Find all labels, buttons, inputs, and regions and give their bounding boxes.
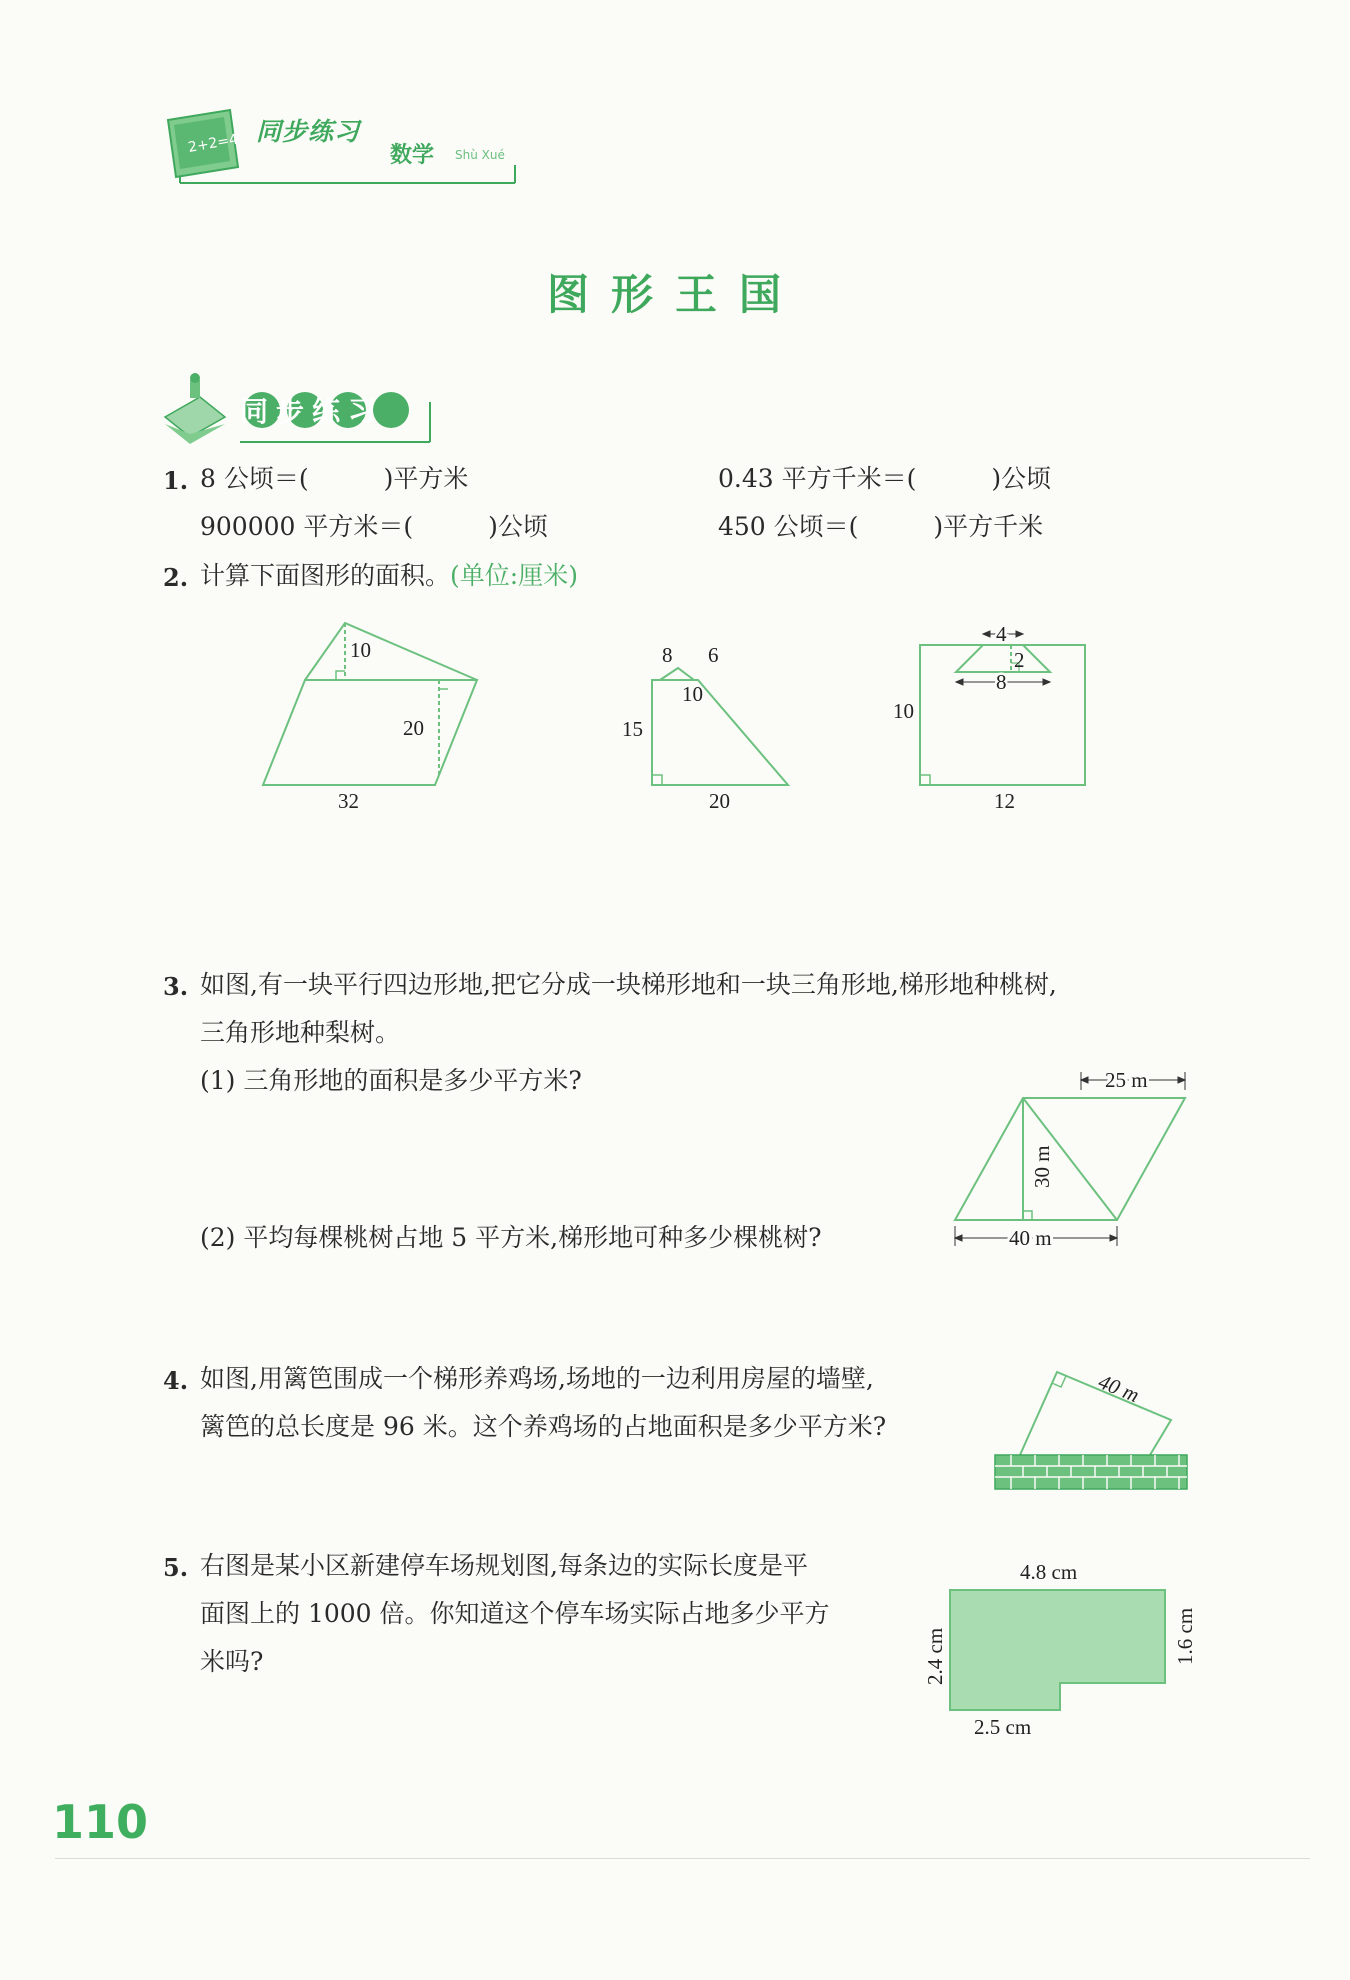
section-title: 同步练习 [240, 395, 385, 428]
q1-item-a: 8 公顷＝( )平方米 [200, 464, 469, 493]
q3-sub2: (2) 平均每棵桃树占地 5 平方米,梯形地可种多少棵桃树? [200, 1223, 822, 1252]
fig1-height-top: 10 [350, 638, 371, 662]
fig2-left: 8 [662, 643, 673, 667]
q2-figure-trapezoid-triangle [620, 635, 800, 815]
fig2-right: 6 [708, 643, 719, 667]
q3-sub1: (1) 三角形地的面积是多少平方米? [200, 1066, 582, 1095]
house-wall [995, 1455, 1187, 1489]
q2-number: 2. [163, 563, 189, 592]
q3-line1: 如图,有一块平行四边形地,把它分成一块梯形地和一块三角形地,梯形地种桃树, [200, 970, 1057, 999]
q5-line2: 面图上的 1000 倍。你知道这个停车场实际占地多少平方 [200, 1599, 830, 1628]
q2-figure-rectangle-trapezoid [880, 615, 1100, 815]
logo-text: 2+2=4 [186, 131, 240, 156]
q5-fig-right: 1.6 cm [1173, 1607, 1197, 1665]
q5-figure-parking-lot [910, 1555, 1200, 1745]
fig3-top: 4 [996, 622, 1007, 646]
fig3-base: 12 [994, 789, 1015, 813]
q1-number: 1. [163, 466, 189, 495]
fig2-base: 20 [709, 789, 730, 813]
q3-figure-parallelogram [945, 1060, 1195, 1255]
q1-item-c: 900000 平方米＝( )公顷 [200, 512, 548, 541]
q5-fig-left: 2.4 cm [923, 1627, 947, 1685]
header-pinyin: Shù Xué [455, 148, 505, 162]
q2-unit-note: (单位:厘米) [450, 561, 578, 590]
q5-line1: 右图是某小区新建停车场规划图,每条边的实际长度是平 [200, 1551, 808, 1580]
fig1-base: 32 [338, 789, 359, 813]
q2-text-main: 计算下面图形的面积。 [200, 561, 451, 590]
q4-figure-chicken-yard [985, 1355, 1195, 1495]
q3-fig-top: 25 m [1105, 1068, 1148, 1092]
fig2-top-width: 10 [682, 682, 703, 706]
header-subject: 数学 [390, 143, 435, 168]
page-number: 110 [52, 1795, 149, 1849]
q4-line1: 如图,用篱笆围成一个梯形养鸡场,场地的一边利用房屋的墙壁, [200, 1364, 874, 1393]
q3-number: 3. [163, 972, 189, 1001]
q4-line2: 篱笆的总长度是 96 米。这个养鸡场的占地面积是多少平方米? [200, 1412, 887, 1441]
fig1-height-bottom: 20 [403, 716, 424, 740]
q5-number: 5. [163, 1553, 189, 1582]
q3-fig-base: 40 m [1009, 1226, 1052, 1250]
q2-figure-parallelogram-triangle [255, 615, 495, 815]
q5-fig-bottom: 2.5 cm [974, 1715, 1032, 1739]
q3-fig-height: 30 m [1030, 1145, 1054, 1188]
fig3-height: 10 [893, 699, 914, 723]
fig2-height: 15 [622, 717, 643, 741]
fig3-inner-base: 8 [996, 670, 1007, 694]
bottom-divider [55, 1858, 1310, 1859]
q3-line2: 三角形地种梨树。 [200, 1018, 401, 1047]
q2-text [200, 552, 578, 600]
q1-item-b: 0.43 平方千米＝( )公顷 [718, 464, 1052, 493]
q1-item-d: 450 公顷＝( )平方千米 [718, 512, 1044, 541]
q5-fig-top: 4.8 cm [1020, 1560, 1078, 1584]
q4-number: 4. [163, 1366, 189, 1395]
page-title: 图形王国 [546, 270, 803, 319]
header-title: 同步练习 [256, 117, 361, 146]
q4-fig-side: 40 m [1095, 1369, 1143, 1408]
q5-line3: 米吗? [200, 1647, 264, 1676]
fig3-inner-height: 2 [1014, 648, 1025, 672]
